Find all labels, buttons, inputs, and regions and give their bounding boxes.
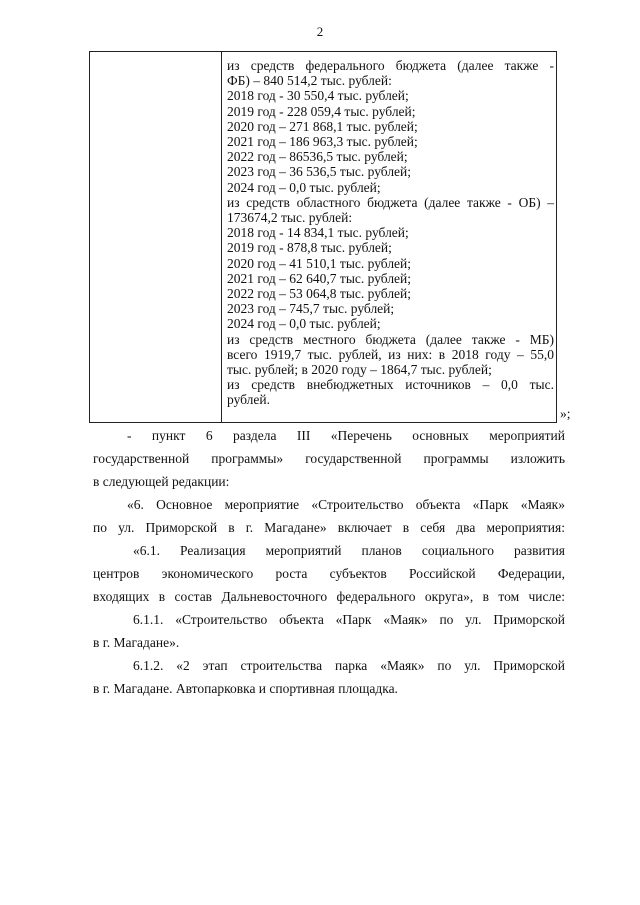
table-line: из средств областного бюджета (далее также - ОБ) – — [227, 194, 554, 210]
text-line: «6.1. Реализация мероприятий планов социального развития — [133, 543, 565, 558]
table-line: из средств местного бюджета (далее также - МБ) — [227, 331, 554, 347]
paragraph-measure-6-1 — [93, 539, 565, 608]
table-line: 2020 год – 271 868,1 тыс. рублей; — [227, 118, 418, 134]
table-line: тыс. рублей; в 2020 году – 1864,7 тыс. рублей; — [227, 362, 492, 378]
table-line: ФБ) – 840 514,2 тыс. рублей: — [227, 73, 392, 89]
table-line: 2024 год – 0,0 тыс. рублей; — [227, 316, 381, 332]
table-line: 2023 год – 745,7 тыс. рублей; — [227, 301, 395, 317]
table-line: 2021 год – 186 963,3 тыс. рублей; — [227, 134, 418, 150]
text-line: 6.1.2. «2 этап строительства парка «Маяк» по ул. Приморской — [133, 658, 565, 673]
paragraph-item-6-instruction — [93, 424, 565, 493]
table-line: рублей. — [227, 392, 271, 408]
table-line: 2018 год - 14 834,1 тыс. рублей; — [227, 225, 409, 241]
text-line: входящих в состав Дальневосточного федерального округа», в том числе: — [93, 589, 565, 604]
table-line: 2024 год – 0,0 тыс. рублей; — [227, 179, 381, 195]
table-line: из средств федерального бюджета (далее также - — [227, 58, 554, 73]
table-line: 2021 год – 62 640,7 тыс. рублей; — [227, 270, 412, 286]
table-line: 2022 год – 53 064,8 тыс. рублей; — [227, 286, 412, 302]
text-line: в следующей редакции: — [93, 474, 230, 489]
table-line: 173674,2 тыс. рублей: — [227, 210, 353, 226]
table-line: 2023 год – 36 536,5 тыс. рублей; — [227, 164, 412, 180]
table-line: всего 1919,7 тыс. рублей, из них: в 2018 году – 55,0 — [227, 346, 554, 362]
page-number: 2 — [316, 24, 324, 39]
table-line: 2020 год – 41 510,1 тыс. рублей; — [227, 255, 412, 271]
text-line: центров экономического роста субъектов Российской Федерации, — [93, 566, 565, 581]
table-line: 2019 год - 878,8 тыс. рублей; — [227, 240, 392, 256]
text-line: государственной программы» государственной программы изложить — [93, 451, 565, 466]
paragraph-measure-6-1-1 — [93, 608, 565, 654]
table-line: 2019 год - 228 059,4 тыс. рублей; — [227, 103, 416, 119]
text-line: - пункт 6 раздела III «Перечень основных мероприятий — [127, 428, 565, 443]
text-line: в г. Магадане. Автопарковка и спортивная площадка. — [93, 681, 398, 696]
text-line: по ул. Приморской в г. Магадане» включает в себя два мероприятия: — [93, 520, 565, 535]
funding-table — [89, 51, 557, 423]
table-line: из средств внебюджетных источников – 0,0 тыс. — [227, 377, 554, 393]
text-line: в г. Магадане». — [93, 635, 180, 650]
table-column-divider — [221, 52, 222, 422]
closing-quote: »; — [560, 406, 571, 421]
funding-sources-cell — [227, 58, 554, 408]
paragraph-measure-6 — [93, 493, 565, 539]
text-line: «6. Основное мероприятие «Строительство объекта «Парк «Маяк» — [127, 497, 565, 512]
table-line: 2018 год - 30 550,4 тыс. рублей; — [227, 88, 409, 104]
text-line: 6.1.1. «Строительство объекта «Парк «Маяк» по ул. Приморской — [133, 612, 565, 627]
table-line: 2022 год – 86536,5 тыс. рублей; — [227, 149, 408, 165]
paragraph-measure-6-1-2 — [93, 654, 565, 700]
